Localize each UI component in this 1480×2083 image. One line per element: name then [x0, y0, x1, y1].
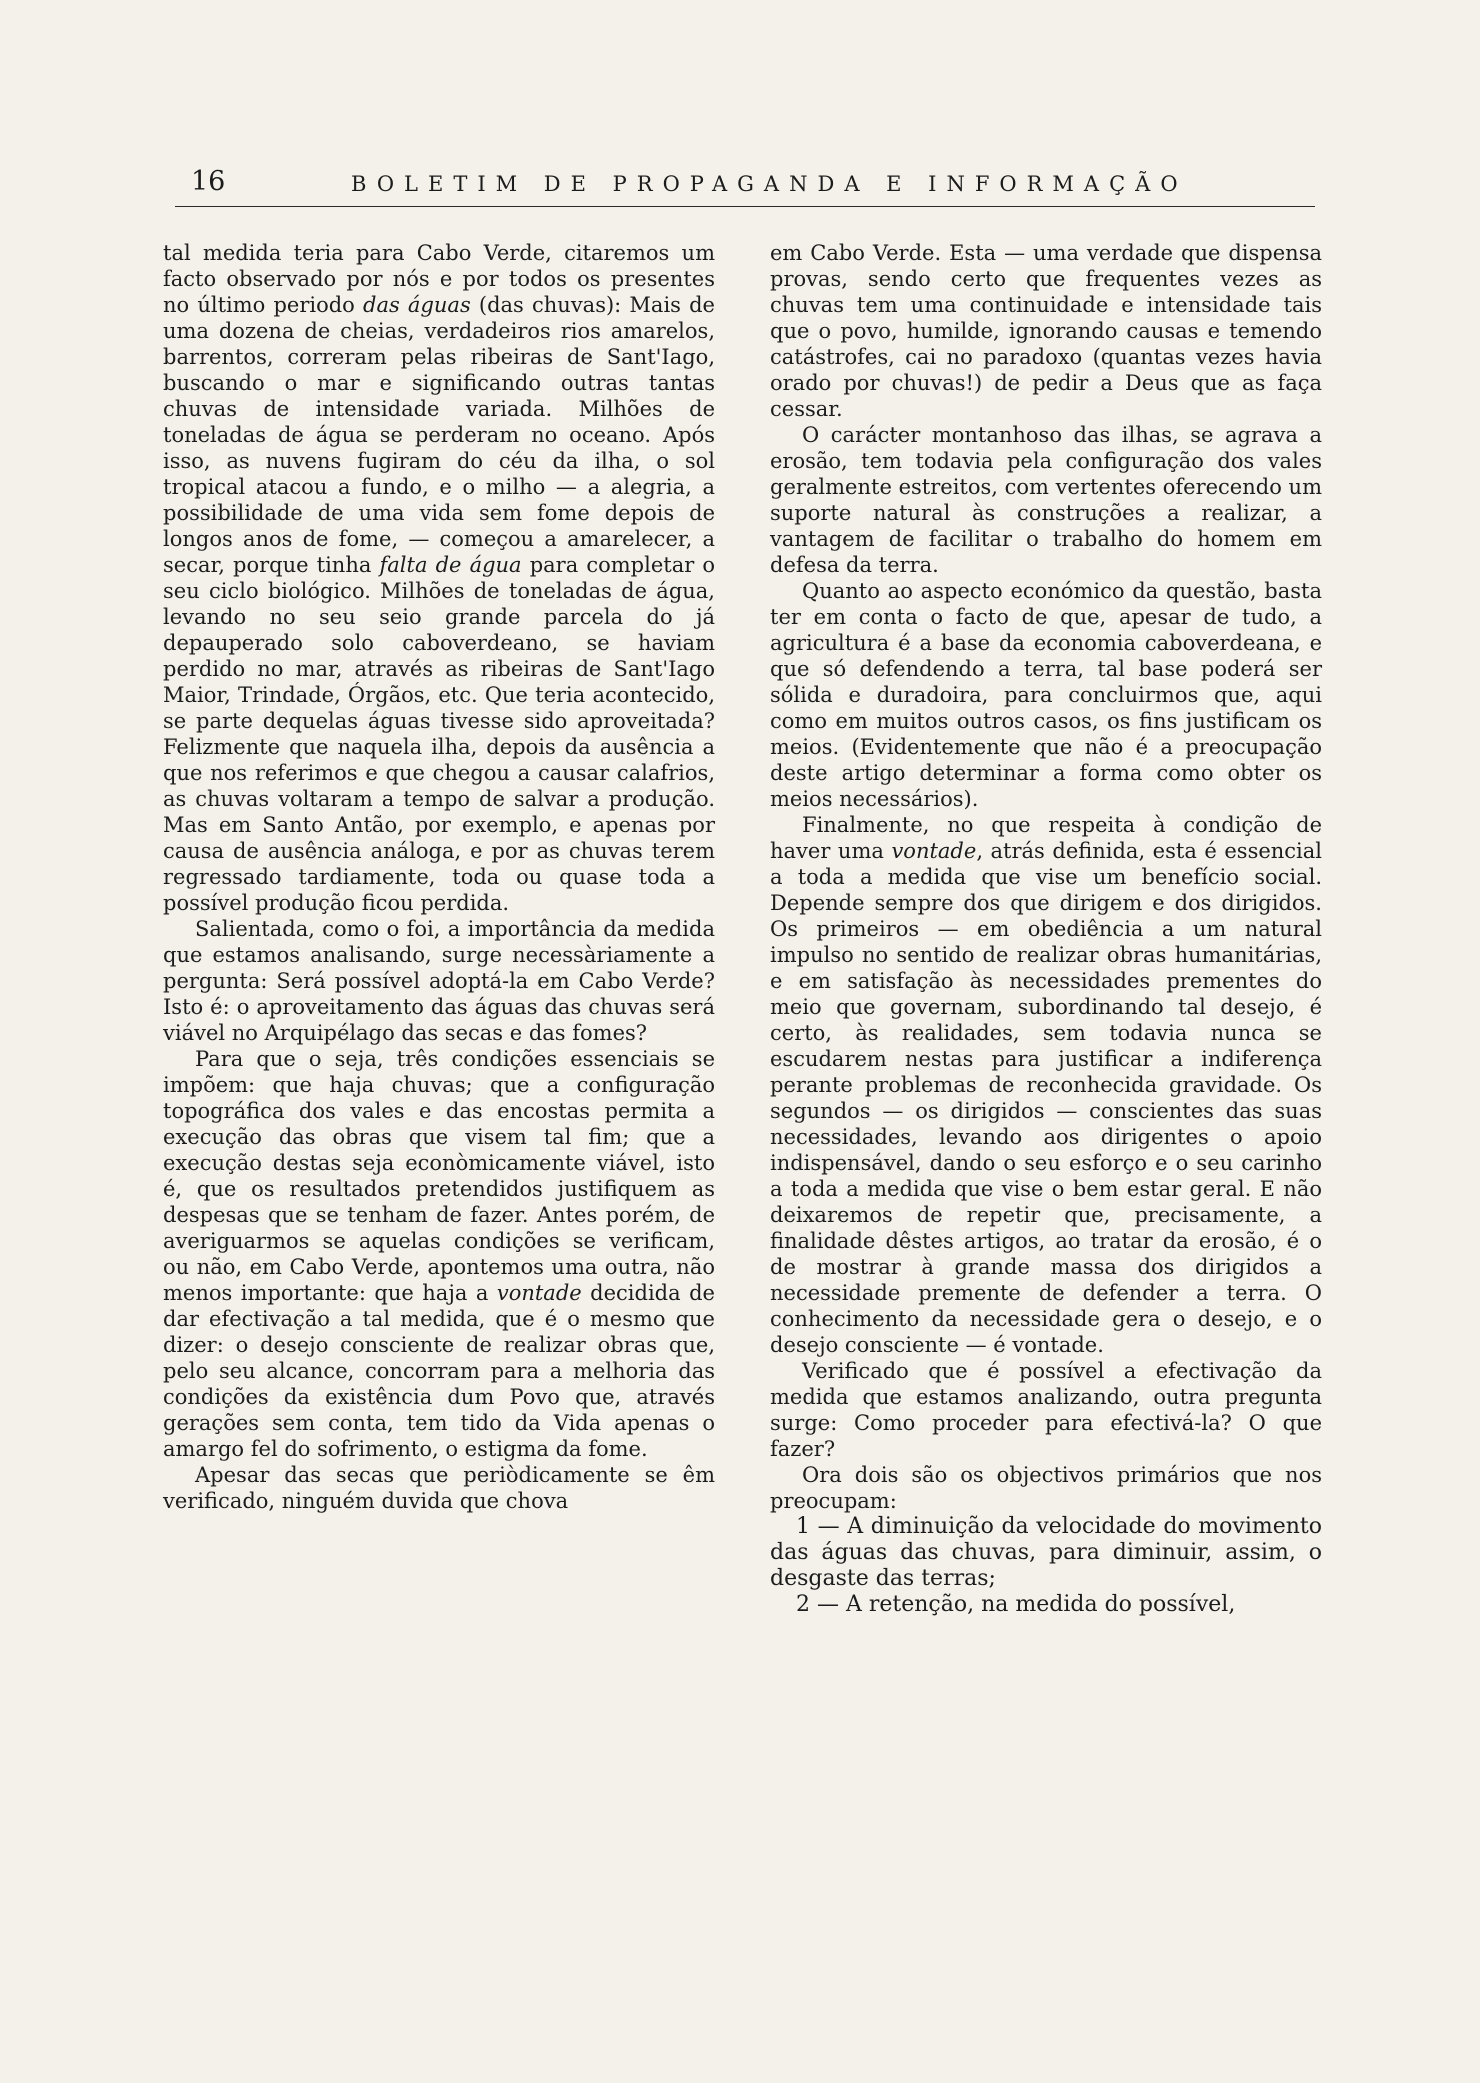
list-item: 2 — A retenção, na medida do possível,	[796, 1592, 1236, 1617]
list-item: 1 — A diminuição da velocidade do movimento das águas das chuvas, para diminuir, assim, o desgaste das terras;	[770, 1514, 1322, 1591]
paragraph: Finalmente, no que respeita à condição de haver uma vontade, atrás definida, esta é essencial a toda a medida que vise um benefício social. Depende sempre dos que dirigem e dos dirigidos. Os primeiros — em obediência a um natural impulso no sentido de realizar obras humanitárias, e em satisfação às necessidades prementes do meio que governam, subordinando tal desejo, é certo, às realidades, sem todavia nunca se escudarem nestas para justificar a indiferença perante problemas de reconhecida gravidade. Os segundos — os dirigidos — conscientes das suas necessidades, levando aos dirigentes o apoio indispensável, dando o seu esforço e o seu carinho a toda a medida que vise o bem estar geral. E não deixaremos de repetir que, precisamente, a finalidade dêstes artigos, ao tratar da erosão, é o de mostrar à grande massa dos dirigidos a necessidade premente de defender a terra. O conhecimento da necessidade gera o desejo, e o desejo consciente — é vontade.	[770, 813, 1323, 1357]
paragraph: Verificado que é possível a efectivação da medida que estamos analizando, outra pregunta surge: Como proceder para efectivá-la? O que fazer?	[770, 1359, 1322, 1461]
paragraph: em Cabo Verde. Esta — uma verdade que dispensa provas, sendo certo que frequentes vezes as chuvas tem uma continuidade e intensidade tais que o povo, humilde, ignorando causas e temendo catástrofes, cai no paradoxo (quantas vezes havia orado por chuvas!) de pedir a Deus que as faça cessar.	[770, 241, 1322, 421]
paragraph: Apesar das secas que periòdicamente se êm verificado, ninguém duvida que chova	[163, 1463, 715, 1513]
page-header	[175, 166, 1315, 207]
paragraph: O carácter montanhoso das ilhas, se agrava a erosão, tem todavia pela configuração dos vales geralmente estreitos, com vertentes oferecendo um suporte natural às construções a realizar, a vantagem de facilitar o trabalho do homem em defesa da terra.	[770, 423, 1322, 577]
paragraph: Quanto ao aspecto económico da questão, basta ter em conta o facto de que, apesar de tudo, a agricultura é a base da economia caboverdeana, e que só defendendo a terra, tal base poderá ser sólida e duradoira, para concluirmos que, aqui como em muitos outros casos, os fins justificam os meios. (Evidentemente que não é a preocupação deste artigo determinar a forma como obter os meios necessários).	[770, 579, 1322, 811]
running-title: BOLETIM DE PROPAGANDA E INFORMAÇÃO	[351, 172, 1188, 196]
paragraph: tal medida teria para Cabo Verde, citaremos um facto observado por nós e por todos os presentes no último periodo das águas (das chuvas): Mais de uma dozena de cheias, verdadeiros rios amarelos, barrentos, correram pelas ribeiras de Sant'Iago, buscando o mar e significando outras tantas chuvas de intensidade variada. Milhões de toneladas de água se perderam no oceano. Após isso, as nuvens fugiram do céu da ilha, o sol tropical atacou a fundo, e o milho — a alegria, a possibilidade de uma vida sem fome depois de longos anos de fome, — começou a amarelecer, a secar, porque tinha falta de água para completar o seu ciclo biológico. Milhões de toneladas de água, levando no seu seio grande parcela do já depauperado solo caboverdeano, se haviam perdido no mar, através as ribeiras de Sant'Iago Maior, Trindade, Órgãos, etc. Que teria acontecido, se parte dequelas águas tivesse sido aproveitada? Felizmente que naquela ilha, depois da ausência a que nos referimos e que chegou a causar calafrios, as chuvas voltaram a tempo de salvar a produção. Mas em Santo Antão, por exemplo, e apenas por causa de ausência análoga, e por as chuvas terem regressado tardiamente, toda ou quase toda a possível produção ficou perdida.	[163, 241, 716, 915]
paragraph: Salientada, como o foi, a importância da medida que estamos analisando, surge necessàriamente a pergunta: Será possível adoptá-la em Cabo Verde? Isto é: o aproveitamento das águas das chuvas será viável no Arquipélago das secas e das fomes?	[163, 917, 715, 1045]
right-column	[770, 240, 1322, 1618]
left-column	[163, 240, 715, 1514]
paragraph: Para que o seja, três condições essenciais se impõem: que haja chuvas; que a configuração topográfica dos vales e das encostas permita a execução das obras que visem tal fim; que a execução destas seja econòmicamente viável, isto é, que os resultados pretendidos justifiquem as despesas que se tenham de fazer. Antes porém, de averiguarmos se aquelas condições se verificam, ou não, em Cabo Verde, apontemos uma outra, não menos importante: que haja a vontade decidida de dar efectivação a tal medida, que é o mesmo que dizer: o desejo consciente de realizar obras que, pelo seu alcance, concorram para a melhoria das condições da existência dum Povo que, através gerações sem conta, tem tido da Vida apenas o amargo fel do sofrimento, o estigma da fome.	[163, 1047, 715, 1461]
paragraph: Ora dois são os objectivos primários que nos preocupam:	[770, 1463, 1322, 1513]
page-number: 16	[191, 166, 226, 197]
